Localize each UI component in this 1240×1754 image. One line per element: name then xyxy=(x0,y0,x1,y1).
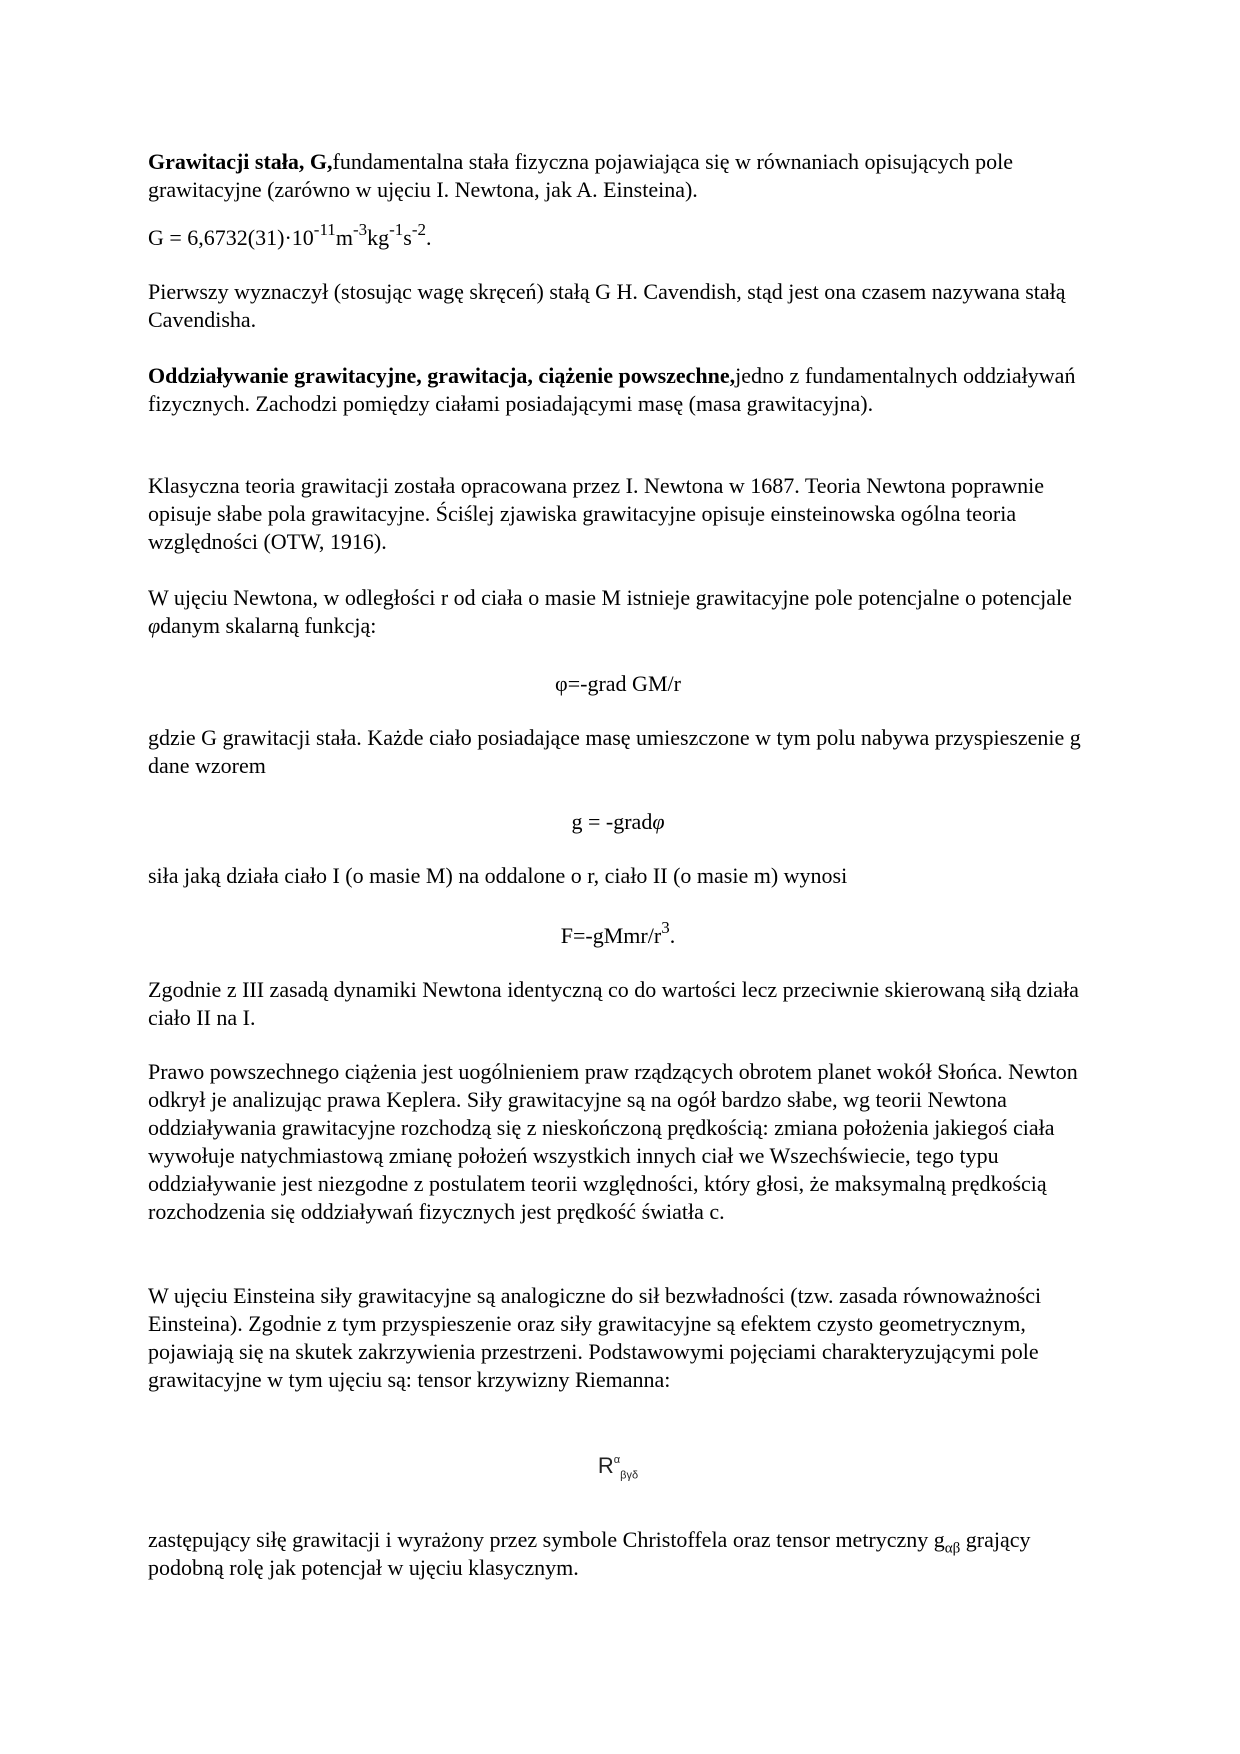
paragraph-gravitational-interaction: Oddziaływanie grawitacyjne, grawitacja, ciążenie powszechne,jedno z fundamentalnych oddziaływań fizycznych. Zachodzi pomiędzy ciałami posiadającymi masę (masa grawitacyjna). xyxy=(148,363,1076,416)
paragraph-gravitational-constant: Grawitacji stała, G,fundamentalna stała fizyczna pojawiająca się w równaniach opisujących pole grawitacyjne (zarówno w ujęciu I. Newtona, jak A. Einsteina). xyxy=(148,149,1014,202)
paragraph-metric-tensor: zastępujący siłę grawitacji i wyrażony przez symbole Christoffela oraz tensor metryczny $g_{\alpha\beta}$ grający podobną rolę jak potencjał w ujęciu klasycznym. xyxy=(148,1527,1031,1580)
paragraph-acceleration: gdzie G grawitacji stała. Każde ciało posiadające masę umieszczone w tym polu nabywa przyspieszenie g dane wzorem xyxy=(148,725,1081,778)
paragraph-force-intro: siła jaką działa ciało I (o masie M) na oddalone o r, ciało II (o masie m) wynosi xyxy=(148,863,848,888)
formula-riemann-tensor: $R^\alpha_{\beta\gamma\delta}$ xyxy=(597,1453,639,1482)
formula-gravitational-constant: $G = 6,6732(31)\cdot 10^{-11}m^{-3}kg^{-1}s^{-2}$. xyxy=(148,219,432,250)
equation-force: $F=-gMmr/r^3$. xyxy=(560,917,676,948)
term-gravitational-constant: Grawitacji stała, G, xyxy=(148,149,333,174)
paragraph-einstein: W ujęciu Einsteina siły grawitacyjne są analogiczne do sił bezwładności (tzw. zasada równoważności Einsteina). Zgodnie z tym przyspieszenie oraz siły grawitacyjne są efektem czysto geometrycznym, pojawiają się na skutek zakrzywienia przestrzeni. Podstawowymi pojęciami charakteryzującymi pole grawitacyjne w tym ujęciu są: tensor krzywizny Riemanna: xyxy=(148,1283,1042,1392)
paragraph-cavendish: Pierwszy wyznaczył (stosując wagę skręceń) stałą G H. Cavendish, stąd jest ona czasem nazywana stałą Cavendisha. xyxy=(148,279,1066,332)
paragraph-third-law: Zgodnie z III zasadą dynamiki Newtona identyczną co do wartości lecz przeciwnie skierowaną siłą działa ciało II na I. xyxy=(148,977,1079,1030)
term-gravitational-interaction: Oddziaływanie grawitacyjne, grawitacja, ciążenie powszechne, xyxy=(148,363,736,388)
equation-potential: φ=-grad GM/r xyxy=(555,671,681,696)
equation-acceleration: g = -gradφ xyxy=(571,809,665,834)
paragraph-universal-gravitation: Prawo powszechnego ciążenia jest uogólnieniem praw rządzących obrotem planet wokół Słońca. Newton odkrył je analizując prawa Keplera. Siły grawitacyjne są na ogół bardzo słabe, wg teorii Newtona oddziaływania grawitacyjne rozchodzą się z nieskończoną prędkością: zmiana położenia jakiegoś ciała wywołuje natychmiastową zmianę położeń wszystkich innych ciał we Wszechświecie, tego typu oddziaływanie jest niezgodne z postulatem teorii względności, który głosi, że maksymalną prędkością rozchodzenia się oddziaływań fizycznych jest prędkość światła c. xyxy=(148,1059,1078,1224)
paragraph-newton-potential: W ujęciu Newtona, w odległości r od ciała o masie M istnieje grawitacyjne pole potencjalne o potencjale φdanym skalarną funkcją: xyxy=(148,585,1072,638)
paragraph-classical-theory: Klasyczna teoria grawitacji została opracowana przez I. Newtona w 1687. Teoria Newtona poprawnie opisuje słabe pola grawitacyjne. Ściślej zjawiska grawitacyjne opisuje einsteinowska ogólna teoria względności (OTW, 1916). xyxy=(148,473,1045,554)
